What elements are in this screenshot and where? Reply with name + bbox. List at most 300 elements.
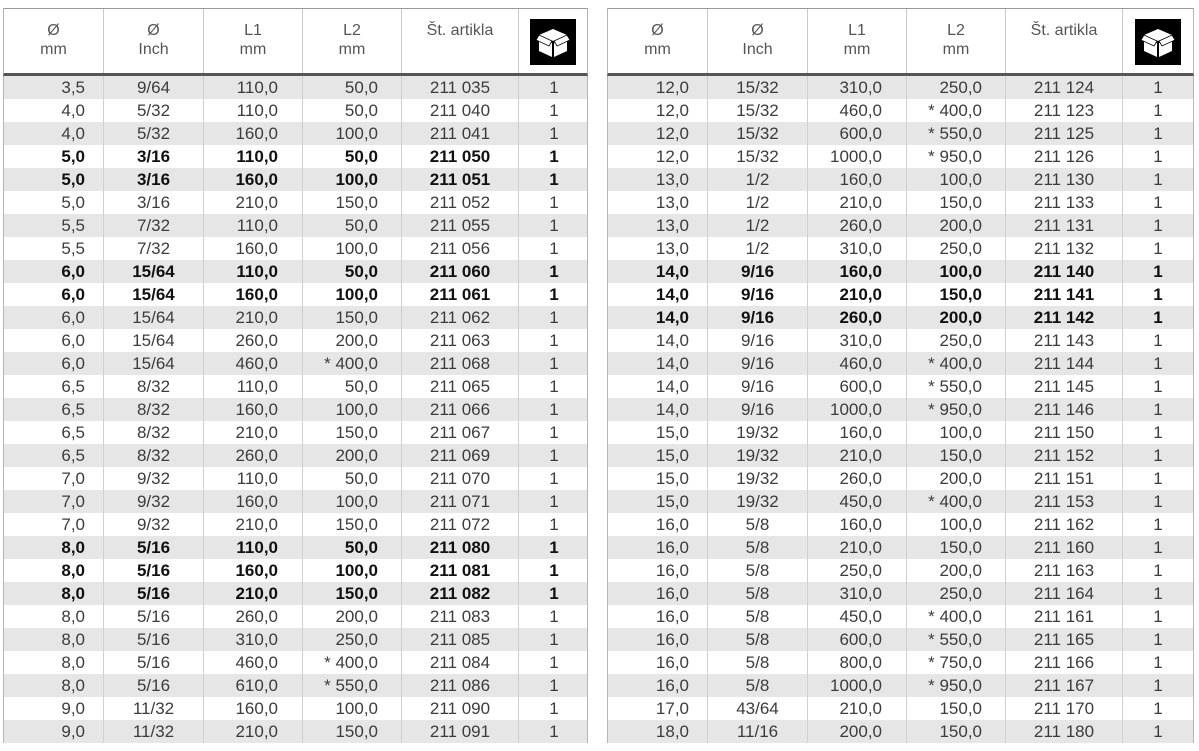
table-row xyxy=(4,490,587,513)
cell-l1: 600,0 xyxy=(807,122,906,145)
cell-l1: 210,0 xyxy=(203,306,302,329)
cell-article-number: 211 123 xyxy=(1005,99,1122,122)
cell-article-number: 211 060 xyxy=(401,260,518,283)
cell-article-number: 211 151 xyxy=(1005,467,1122,490)
table-row xyxy=(608,99,1193,122)
cell-quantity: 1 xyxy=(1122,582,1193,605)
cell-l2: 100,0 xyxy=(302,283,401,306)
header-l1: L1 mm xyxy=(203,9,302,73)
cell-article-number: 211 051 xyxy=(401,168,518,191)
header-article-number: Št. artikla xyxy=(1005,9,1122,73)
cell-diameter-inch: 11/32 xyxy=(103,720,203,743)
cell-l1: 160,0 xyxy=(203,283,302,306)
cell-diameter-mm: 14,0 xyxy=(655,285,689,304)
table-row xyxy=(4,720,587,743)
table-row xyxy=(608,214,1193,237)
cell-diameter-inch: 43/64 xyxy=(707,697,807,720)
cell-l1: 210,0 xyxy=(203,191,302,214)
cell-l1: 110,0 xyxy=(203,375,302,398)
cell-quantity: 1 xyxy=(518,122,589,145)
cell-l2: * 750,0 xyxy=(906,651,1005,674)
cell-diameter-inch: 15/32 xyxy=(707,76,807,99)
cell-article-number: 211 084 xyxy=(401,651,518,674)
cell-l2: 50,0 xyxy=(302,536,401,559)
table-row xyxy=(4,628,587,651)
cell-l1: 460,0 xyxy=(203,651,302,674)
cell-quantity: 1 xyxy=(1122,352,1193,375)
cell-article-number: 211 131 xyxy=(1005,214,1122,237)
cell-l1: 160,0 xyxy=(203,559,302,582)
table-row xyxy=(608,260,1193,283)
table-row xyxy=(608,145,1193,168)
header-diameter-mm: Ø mm xyxy=(644,22,671,58)
cell-article-number: 211 143 xyxy=(1005,329,1122,352)
cell-diameter-mm: 8,0 xyxy=(61,630,85,649)
cell-diameter-mm: 14,0 xyxy=(655,308,689,327)
table-row xyxy=(4,444,587,467)
table-row xyxy=(4,260,587,283)
cell-diameter-mm: 13,0 xyxy=(655,170,689,189)
cell-diameter-inch: 9/16 xyxy=(707,398,807,421)
table-row xyxy=(608,697,1193,720)
table-row xyxy=(608,421,1193,444)
cell-article-number: 211 066 xyxy=(401,398,518,421)
cell-article-number: 211 180 xyxy=(1005,720,1122,743)
cell-diameter-inch: 15/64 xyxy=(103,283,203,306)
table-row xyxy=(608,168,1193,191)
cell-article-number: 211 140 xyxy=(1005,260,1122,283)
cell-l1: 600,0 xyxy=(807,375,906,398)
table-row xyxy=(4,214,587,237)
cell-quantity: 1 xyxy=(1122,605,1193,628)
cell-article-number: 211 142 xyxy=(1005,306,1122,329)
cell-diameter-inch: 9/32 xyxy=(103,467,203,490)
cell-l2: 100,0 xyxy=(906,513,1005,536)
table-row xyxy=(4,145,587,168)
cell-quantity: 1 xyxy=(518,582,589,605)
cell-diameter-mm: 3,5 xyxy=(61,78,85,97)
cell-diameter-inch: 5/16 xyxy=(103,651,203,674)
cell-quantity: 1 xyxy=(518,513,589,536)
cell-l1: 160,0 xyxy=(203,398,302,421)
cell-quantity: 1 xyxy=(1122,329,1193,352)
cell-quantity: 1 xyxy=(1122,490,1193,513)
cell-l1: 460,0 xyxy=(203,352,302,375)
header-package xyxy=(518,9,587,73)
cell-l1: 260,0 xyxy=(203,444,302,467)
cell-quantity: 1 xyxy=(1122,306,1193,329)
cell-l1: 310,0 xyxy=(203,628,302,651)
cell-article-number: 211 056 xyxy=(401,237,518,260)
cell-article-number: 211 124 xyxy=(1005,76,1122,99)
cell-l1: 160,0 xyxy=(203,122,302,145)
cell-article-number: 211 086 xyxy=(401,674,518,697)
cell-diameter-inch: 7/32 xyxy=(103,214,203,237)
cell-article-number: 211 130 xyxy=(1005,168,1122,191)
cell-l2: 200,0 xyxy=(906,306,1005,329)
cell-l2: * 400,0 xyxy=(302,352,401,375)
cell-article-number: 211 062 xyxy=(401,306,518,329)
cell-l2: 250,0 xyxy=(906,237,1005,260)
header-article-number: Št. artikla xyxy=(401,9,518,73)
cell-article-number: 211 072 xyxy=(401,513,518,536)
cell-diameter-mm: 6,0 xyxy=(61,331,85,350)
cell-l1: 260,0 xyxy=(807,306,906,329)
cell-diameter-inch: 19/32 xyxy=(707,467,807,490)
cell-l1: 200,0 xyxy=(807,720,906,743)
cell-diameter-inch: 3/16 xyxy=(103,145,203,168)
cell-quantity: 1 xyxy=(1122,260,1193,283)
cell-l1: 310,0 xyxy=(807,329,906,352)
cell-l2: 150,0 xyxy=(302,513,401,536)
cell-diameter-mm: 16,0 xyxy=(655,630,689,649)
cell-diameter-mm: 14,0 xyxy=(655,377,689,396)
cell-l1: 110,0 xyxy=(203,76,302,99)
cell-quantity: 1 xyxy=(1122,674,1193,697)
cell-quantity: 1 xyxy=(518,490,589,513)
table-row xyxy=(4,375,587,398)
cell-article-number: 211 125 xyxy=(1005,122,1122,145)
table-row xyxy=(608,467,1193,490)
cell-diameter-mm: 7,0 xyxy=(61,492,85,511)
cell-diameter-mm: 14,0 xyxy=(655,354,689,373)
table-row xyxy=(4,306,587,329)
cell-l2: 150,0 xyxy=(906,283,1005,306)
cell-quantity: 1 xyxy=(1122,467,1193,490)
cell-l1: 110,0 xyxy=(203,467,302,490)
cell-diameter-inch: 8/32 xyxy=(103,398,203,421)
cell-diameter-inch: 5/16 xyxy=(103,582,203,605)
cell-l1: 210,0 xyxy=(203,582,302,605)
cell-l2: 150,0 xyxy=(302,720,401,743)
cell-quantity: 1 xyxy=(518,352,589,375)
cell-diameter-inch: 9/16 xyxy=(707,375,807,398)
table-row xyxy=(4,329,587,352)
cell-l2: 250,0 xyxy=(906,76,1005,99)
cell-l2: 150,0 xyxy=(302,191,401,214)
cell-l1: 250,0 xyxy=(807,559,906,582)
table-row xyxy=(4,513,587,536)
cell-article-number: 211 040 xyxy=(401,99,518,122)
cell-quantity: 1 xyxy=(518,214,589,237)
cell-quantity: 1 xyxy=(1122,398,1193,421)
cell-l1: 800,0 xyxy=(807,651,906,674)
table-row xyxy=(4,467,587,490)
cell-l1: 310,0 xyxy=(807,582,906,605)
cell-quantity: 1 xyxy=(1122,191,1193,214)
cell-l2: * 550,0 xyxy=(906,122,1005,145)
cell-diameter-inch: 5/8 xyxy=(707,651,807,674)
cell-l2: * 550,0 xyxy=(302,674,401,697)
cell-diameter-inch: 9/32 xyxy=(103,513,203,536)
table-header xyxy=(3,8,588,76)
cell-diameter-inch: 3/16 xyxy=(103,191,203,214)
table-row xyxy=(608,191,1193,214)
cell-article-number: 211 067 xyxy=(401,421,518,444)
cell-quantity: 1 xyxy=(518,674,589,697)
cell-diameter-inch: 9/16 xyxy=(707,260,807,283)
table-row xyxy=(4,168,587,191)
cell-diameter-inch: 9/16 xyxy=(707,329,807,352)
cell-l2: 150,0 xyxy=(302,582,401,605)
cell-quantity: 1 xyxy=(518,145,589,168)
cell-l2: * 550,0 xyxy=(906,628,1005,651)
cell-diameter-inch: 9/16 xyxy=(707,283,807,306)
cell-diameter-inch: 15/32 xyxy=(707,122,807,145)
cell-l1: 310,0 xyxy=(807,76,906,99)
cell-diameter-inch: 5/16 xyxy=(103,605,203,628)
cell-article-number: 211 164 xyxy=(1005,582,1122,605)
cell-l1: 160,0 xyxy=(807,168,906,191)
table-row xyxy=(608,76,1193,99)
cell-quantity: 1 xyxy=(518,697,589,720)
cell-quantity: 1 xyxy=(1122,168,1193,191)
cell-quantity: 1 xyxy=(518,168,589,191)
cell-l1: 260,0 xyxy=(807,467,906,490)
cell-diameter-mm: 15,0 xyxy=(655,492,689,511)
cell-diameter-mm: 13,0 xyxy=(655,239,689,258)
cell-l1: 210,0 xyxy=(203,720,302,743)
cell-diameter-inch: 5/8 xyxy=(707,513,807,536)
table-row xyxy=(608,628,1193,651)
cell-l1: 1000,0 xyxy=(807,674,906,697)
cell-l1: 310,0 xyxy=(807,237,906,260)
cell-diameter-mm: 8,0 xyxy=(61,538,85,557)
cell-diameter-mm: 6,5 xyxy=(61,423,85,442)
cell-l2: 250,0 xyxy=(906,329,1005,352)
table-row xyxy=(4,536,587,559)
cell-diameter-inch: 1/2 xyxy=(707,168,807,191)
cell-article-number: 211 035 xyxy=(401,76,518,99)
cell-article-number: 211 069 xyxy=(401,444,518,467)
cell-l1: 160,0 xyxy=(203,168,302,191)
cell-article-number: 211 150 xyxy=(1005,421,1122,444)
table-row xyxy=(4,651,587,674)
cell-quantity: 1 xyxy=(1122,651,1193,674)
cell-l1: 210,0 xyxy=(807,536,906,559)
cell-quantity: 1 xyxy=(1122,214,1193,237)
cell-diameter-inch: 15/32 xyxy=(707,145,807,168)
cell-article-number: 211 055 xyxy=(401,214,518,237)
cell-l2: 150,0 xyxy=(906,720,1005,743)
cell-l2: 100,0 xyxy=(906,168,1005,191)
cell-article-number: 211 145 xyxy=(1005,375,1122,398)
cell-l2: 250,0 xyxy=(302,628,401,651)
cell-diameter-mm: 6,0 xyxy=(61,285,85,304)
cell-article-number: 211 065 xyxy=(401,375,518,398)
cell-l1: 460,0 xyxy=(807,99,906,122)
cell-quantity: 1 xyxy=(518,605,589,628)
cell-l2: 100,0 xyxy=(906,260,1005,283)
cell-l1: 160,0 xyxy=(807,513,906,536)
cell-diameter-mm: 16,0 xyxy=(655,653,689,672)
table-row xyxy=(4,582,587,605)
cell-diameter-inch: 15/64 xyxy=(103,352,203,375)
cell-diameter-mm: 14,0 xyxy=(655,400,689,419)
cell-l1: 1000,0 xyxy=(807,398,906,421)
cell-quantity: 1 xyxy=(518,628,589,651)
cell-quantity: 1 xyxy=(1122,99,1193,122)
cell-diameter-mm: 6,0 xyxy=(61,262,85,281)
cell-article-number: 211 167 xyxy=(1005,674,1122,697)
table-row xyxy=(4,76,587,99)
cell-diameter-mm: 16,0 xyxy=(655,515,689,534)
cell-quantity: 1 xyxy=(518,444,589,467)
cell-diameter-inch: 5/16 xyxy=(103,536,203,559)
cell-diameter-inch: 1/2 xyxy=(707,214,807,237)
cell-diameter-mm: 6,5 xyxy=(61,377,85,396)
cell-article-number: 211 132 xyxy=(1005,237,1122,260)
cell-diameter-inch: 5/8 xyxy=(707,536,807,559)
table-header xyxy=(607,8,1194,76)
cell-l1: 110,0 xyxy=(203,145,302,168)
cell-l2: 50,0 xyxy=(302,260,401,283)
table-row xyxy=(608,398,1193,421)
table-row xyxy=(4,283,587,306)
cell-diameter-mm: 14,0 xyxy=(655,262,689,281)
cell-article-number: 211 133 xyxy=(1005,191,1122,214)
cell-l2: 200,0 xyxy=(906,467,1005,490)
cell-diameter-inch: 1/2 xyxy=(707,191,807,214)
cell-quantity: 1 xyxy=(1122,697,1193,720)
cell-article-number: 211 152 xyxy=(1005,444,1122,467)
cell-l1: 210,0 xyxy=(203,421,302,444)
cell-diameter-mm: 15,0 xyxy=(655,469,689,488)
cell-l2: * 950,0 xyxy=(906,674,1005,697)
cell-quantity: 1 xyxy=(518,720,589,743)
cell-l2: 200,0 xyxy=(302,605,401,628)
cell-l1: 160,0 xyxy=(807,260,906,283)
cell-l2: 50,0 xyxy=(302,99,401,122)
cell-diameter-inch: 5/16 xyxy=(103,628,203,651)
cell-article-number: 211 082 xyxy=(401,582,518,605)
cell-article-number: 211 070 xyxy=(401,467,518,490)
cell-diameter-inch: 7/32 xyxy=(103,237,203,260)
table-row xyxy=(4,559,587,582)
cell-diameter-mm: 12,0 xyxy=(655,78,689,97)
cell-diameter-inch: 5/8 xyxy=(707,605,807,628)
cell-article-number: 211 050 xyxy=(401,145,518,168)
cell-quantity: 1 xyxy=(518,283,589,306)
cell-l1: 210,0 xyxy=(807,444,906,467)
cell-diameter-inch: 5/8 xyxy=(707,674,807,697)
cell-diameter-mm: 6,5 xyxy=(61,446,85,465)
cell-quantity: 1 xyxy=(518,375,589,398)
cell-diameter-inch: 11/32 xyxy=(103,697,203,720)
cell-diameter-mm: 16,0 xyxy=(655,538,689,557)
table-row xyxy=(608,375,1193,398)
cell-diameter-mm: 13,0 xyxy=(655,193,689,212)
cell-diameter-mm: 8,0 xyxy=(61,676,85,695)
cell-diameter-inch: 15/32 xyxy=(707,99,807,122)
cell-diameter-mm: 16,0 xyxy=(655,561,689,580)
cell-diameter-mm: 5,0 xyxy=(61,147,85,166)
cell-l2: 150,0 xyxy=(906,697,1005,720)
header-l2: L2 mm xyxy=(302,9,401,73)
cell-quantity: 1 xyxy=(518,421,589,444)
cell-l2: * 400,0 xyxy=(906,605,1005,628)
cell-l2: 150,0 xyxy=(302,421,401,444)
cell-article-number: 211 085 xyxy=(401,628,518,651)
cell-article-number: 211 141 xyxy=(1005,283,1122,306)
cell-diameter-mm: 16,0 xyxy=(655,676,689,695)
cell-l2: 150,0 xyxy=(906,444,1005,467)
cell-diameter-inch: 1/2 xyxy=(707,237,807,260)
table-row xyxy=(608,513,1193,536)
cell-quantity: 1 xyxy=(1122,76,1193,99)
cell-l2: * 950,0 xyxy=(906,398,1005,421)
cell-diameter-mm: 15,0 xyxy=(655,423,689,442)
cell-l1: 160,0 xyxy=(203,237,302,260)
cell-l2: 100,0 xyxy=(302,237,401,260)
cell-l1: 450,0 xyxy=(807,490,906,513)
cell-diameter-inch: 5/32 xyxy=(103,99,203,122)
cell-l2: 250,0 xyxy=(906,582,1005,605)
cell-l2: 200,0 xyxy=(302,444,401,467)
cell-quantity: 1 xyxy=(1122,536,1193,559)
cell-l2: 150,0 xyxy=(906,191,1005,214)
cell-diameter-mm: 8,0 xyxy=(61,561,85,580)
cell-l1: 110,0 xyxy=(203,536,302,559)
cell-quantity: 1 xyxy=(1122,421,1193,444)
cell-article-number: 211 080 xyxy=(401,536,518,559)
cell-diameter-mm: 7,0 xyxy=(61,515,85,534)
cell-quantity: 1 xyxy=(518,99,589,122)
table-row xyxy=(608,306,1193,329)
cell-quantity: 1 xyxy=(1122,237,1193,260)
table-row xyxy=(4,674,587,697)
cell-quantity: 1 xyxy=(518,467,589,490)
cell-diameter-mm: 18,0 xyxy=(655,722,689,741)
cell-diameter-mm: 5,0 xyxy=(61,170,85,189)
table-row xyxy=(608,444,1193,467)
cell-diameter-inch: 15/64 xyxy=(103,306,203,329)
cell-l1: 210,0 xyxy=(807,697,906,720)
cell-l2: 50,0 xyxy=(302,145,401,168)
cell-diameter-mm: 12,0 xyxy=(655,147,689,166)
cell-article-number: 211 161 xyxy=(1005,605,1122,628)
table-row xyxy=(4,237,587,260)
table-row xyxy=(4,421,587,444)
cell-diameter-inch: 9/16 xyxy=(707,306,807,329)
cell-diameter-mm: 5,5 xyxy=(61,216,85,235)
cell-diameter-mm: 6,0 xyxy=(61,308,85,327)
cell-l2: 100,0 xyxy=(302,697,401,720)
cell-l1: 210,0 xyxy=(807,191,906,214)
cell-l1: 210,0 xyxy=(203,513,302,536)
table-row xyxy=(608,651,1193,674)
cell-diameter-mm: 16,0 xyxy=(655,607,689,626)
cell-quantity: 1 xyxy=(1122,720,1193,743)
cell-article-number: 211 061 xyxy=(401,283,518,306)
cell-l2: 100,0 xyxy=(302,168,401,191)
cell-diameter-mm: 13,0 xyxy=(655,216,689,235)
cell-diameter-inch: 15/64 xyxy=(103,260,203,283)
cell-l2: 50,0 xyxy=(302,375,401,398)
cell-diameter-mm: 14,0 xyxy=(655,331,689,350)
cell-l2: * 400,0 xyxy=(906,352,1005,375)
table-row xyxy=(4,99,587,122)
table-body xyxy=(3,76,588,743)
cell-article-number: 211 041 xyxy=(401,122,518,145)
table-row xyxy=(608,605,1193,628)
table-row xyxy=(608,283,1193,306)
table-row xyxy=(608,237,1193,260)
cell-diameter-mm: 8,0 xyxy=(61,653,85,672)
cell-diameter-mm: 8,0 xyxy=(61,607,85,626)
cell-l2: 200,0 xyxy=(906,559,1005,582)
cell-diameter-mm: 12,0 xyxy=(655,124,689,143)
